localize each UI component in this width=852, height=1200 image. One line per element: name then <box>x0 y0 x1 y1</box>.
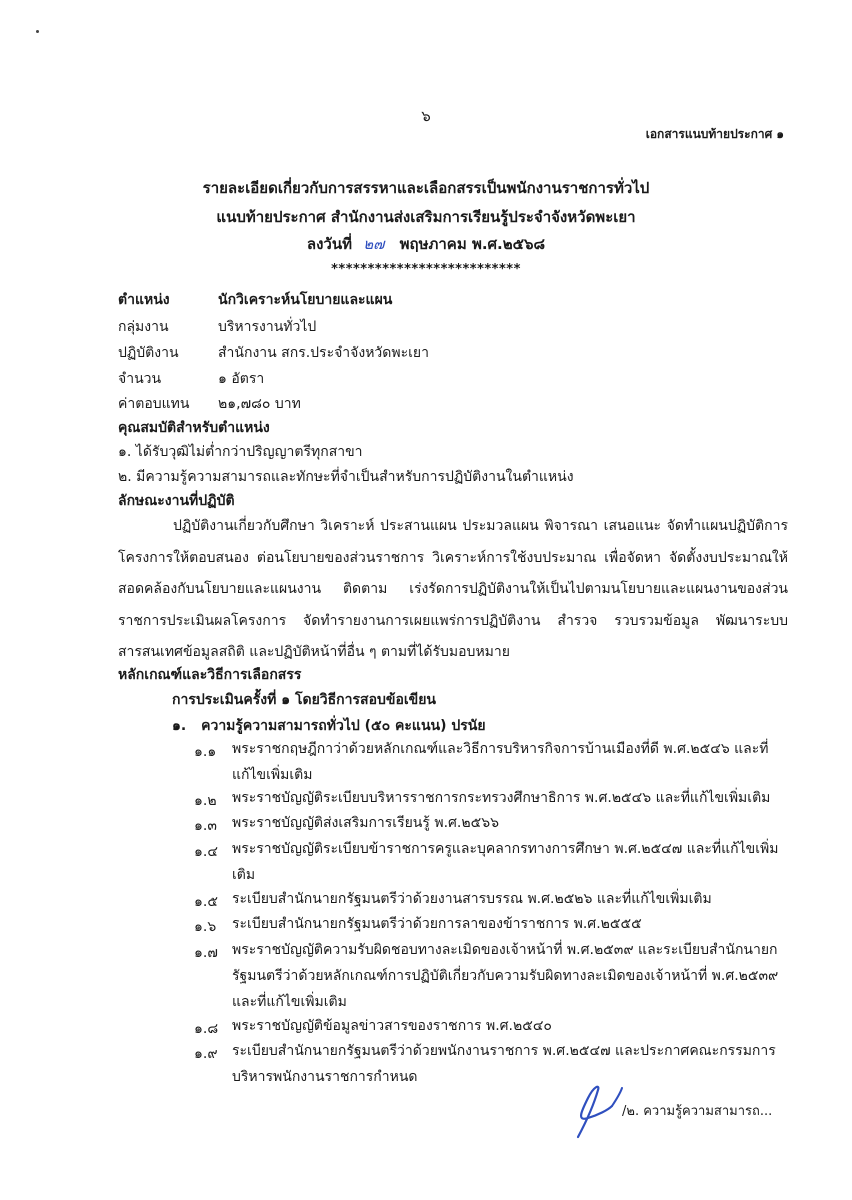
handwritten-day: ๒๗ <box>363 235 385 253</box>
salary-label: ค่าตอบแทน <box>118 396 190 412</box>
continuation-note: /๒. ความรู้ความสามารถ... <box>622 1104 773 1119</box>
job-description-text: ปฏิบัติงานเกี่ยวกับศึกษา วิเคราะห์ ประสานแผน ประมวลแผน พิจารณา เสนอแนะ จัดทำแผนปฏิบัติการ โครงการให้ตอบสนอง ต่อนโยบายของส่วนราชการ วิเคราะห์การใช้งบประมาณ เพื่อจัดหา จัดตั้งงบประมาณให้สอดคล้องกับนโยบายและแผนงาน ติดตาม เร่งรัดการปฏิบัติงานให้เป็นไปตามนโยบายและแผนงานของส่วนราชการประเมินผลโครงการ จัดทำรายงานการเผยแพร่การปฏิบัติงาน สำรวจ รวบรวมข้อมูล พัฒนาระบบสารสนเทศข้อมูลสถิติ และปฏิบัติหน้าที่อื่น ๆ ตามที่ได้รับมอบหมาย <box>118 518 788 660</box>
separator-stars: ************************** <box>331 262 521 277</box>
subitem-text: พระราชบัญญัติส่งเสริมการเรียนรู้ พ.ศ.๒๕๖๖ <box>232 815 499 831</box>
position-label: ตำแหน่ง <box>118 292 170 308</box>
work-group-label: กลุ่มงาน <box>118 319 169 335</box>
topic-heading <box>172 715 486 737</box>
document-title-line-1: รายละเอียดเกี่ยวกับการสรรหาและเลือกสรรเป็นพนักงานราชการทั่วไป <box>202 179 650 197</box>
subitem-text: ระเบียบสำนักนายกรัฐมนตรีว่าด้วยพนักงานราชการ พ.ศ.๒๕๔๗ และประกาศคณะกรรมการบริหารพนักงานราชการกำหนด <box>232 1043 776 1085</box>
qualifications-heading: คุณสมบัติสำหรับตำแหน่ง <box>118 420 270 436</box>
subitem-number: ๑.๘ <box>194 1021 219 1037</box>
subitem-text: พระราชบัญญัติความรับผิดชอบทางละเมิดของเจ้าหน้าที่ พ.ศ.๒๕๓๙ และระเบียบสำนักนายกรัฐมนตรีว่าด้วยหลักเกณฑ์การปฏิบัติเกี่ยวกับความรับผิดทางละเมิดของเจ้าหน้าที่ พ.ศ.๒๕๓๙ และที่แก้ไขเพิ่มเติม <box>232 942 779 1010</box>
subitem-number: ๑.๒ <box>194 793 217 809</box>
subitem-text: พระราชบัญญัติระเบียบบริหารราชการกระทรวงศึกษาธิการ พ.ศ.๒๕๔๖ และที่แก้ไขเพิ่มเติม <box>232 790 771 806</box>
subitem-text: ระเบียบสำนักนายกรัฐมนตรีว่าด้วยงานสารบรรณ พ.ศ.๒๕๒๖ และที่แก้ไขเพิ่มเติม <box>232 891 712 907</box>
job-description-heading: ลักษณะงานที่ปฏิบัติ <box>118 493 235 509</box>
page-number: ๖ <box>421 107 431 125</box>
quantity-label: จำนวน <box>118 371 162 387</box>
signature-mark <box>568 1082 628 1144</box>
date-suffix: พฤษภาคม พ.ศ.๒๕๖๘ <box>399 235 546 253</box>
subitem-number: ๑.๑ <box>194 744 217 760</box>
workplace-label: ปฏิบัติงาน <box>118 345 179 361</box>
quantity-value: ๑ อัตรา <box>218 371 265 387</box>
qualification-item: ๑. ได้รับวุฒิไม่ต่ำกว่าปริญญาตรีทุกสาขา <box>118 444 363 460</box>
subitem-text: พระราชบัญญัติระเบียบข้าราชการครูและบุคลากรทางการศึกษา พ.ศ.๒๕๔๗ และที่แก้ไขเพิ่มเติม <box>232 841 779 883</box>
subitem-number: ๑.๓ <box>194 818 217 834</box>
attachment-label: เอกสารแนบท้ายประกาศ ๑ <box>645 127 784 141</box>
salary-value: ๒๑,๗๘๐ บาท <box>218 396 301 412</box>
scan-speck <box>36 30 39 33</box>
assessment-round-heading: การประเมินครั้งที่ ๑ โดยวิธีการสอบข้อเขียน <box>172 692 436 708</box>
document-date-line <box>0 232 852 256</box>
subitem-number: ๑.๖ <box>194 919 217 935</box>
subitem-number: ๑.๗ <box>194 945 218 961</box>
subitem-text: พระราชบัญญัติข้อมูลข่าวสารของราชการ พ.ศ.๒๕๔๐ <box>232 1018 552 1034</box>
selection-heading: หลักเกณฑ์และวิธีการเลือกสรร <box>118 667 302 683</box>
position-value: นักวิเคราะห์นโยบายและแผน <box>218 292 393 308</box>
subitem-number: ๑.๙ <box>194 1046 218 1062</box>
work-group-value: บริหารงานทั่วไป <box>218 319 317 335</box>
topic-number: ๑. <box>172 718 187 734</box>
subitem-number: ๑.๕ <box>194 894 218 910</box>
workplace-value: สำนักงาน สกร.ประจำจังหวัดพะเยา <box>218 345 429 361</box>
subitem-text: พระราชกฤษฎีกาว่าด้วยหลักเกณฑ์และวิธีการบริหารกิจการบ้านเมืองที่ดี พ.ศ.๒๕๔๖ และที่แก้ไขเพิ่มเติม <box>232 741 769 783</box>
topic-title: ความรู้ความสามารถทั่วไป (๕๐ คะแนน) ปรนัย <box>201 718 486 734</box>
subitem-number: ๑.๔ <box>194 844 218 860</box>
document-title-line-2: แนบท้ายประกาศ สำนักงานส่งเสริมการเรียนรู้ประจำจังหวัดพะเยา <box>216 208 636 226</box>
date-prefix: ลงวันที่ <box>306 235 352 253</box>
qualification-item: ๒. มีความรู้ความสามารถและทักษะที่จำเป็นสำหรับการปฏิบัติงานในตำแหน่ง <box>118 469 574 485</box>
subitem-text: ระเบียบสำนักนายกรัฐมนตรีว่าด้วยการลาของข้าราชการ พ.ศ.๒๕๕๕ <box>232 916 642 932</box>
